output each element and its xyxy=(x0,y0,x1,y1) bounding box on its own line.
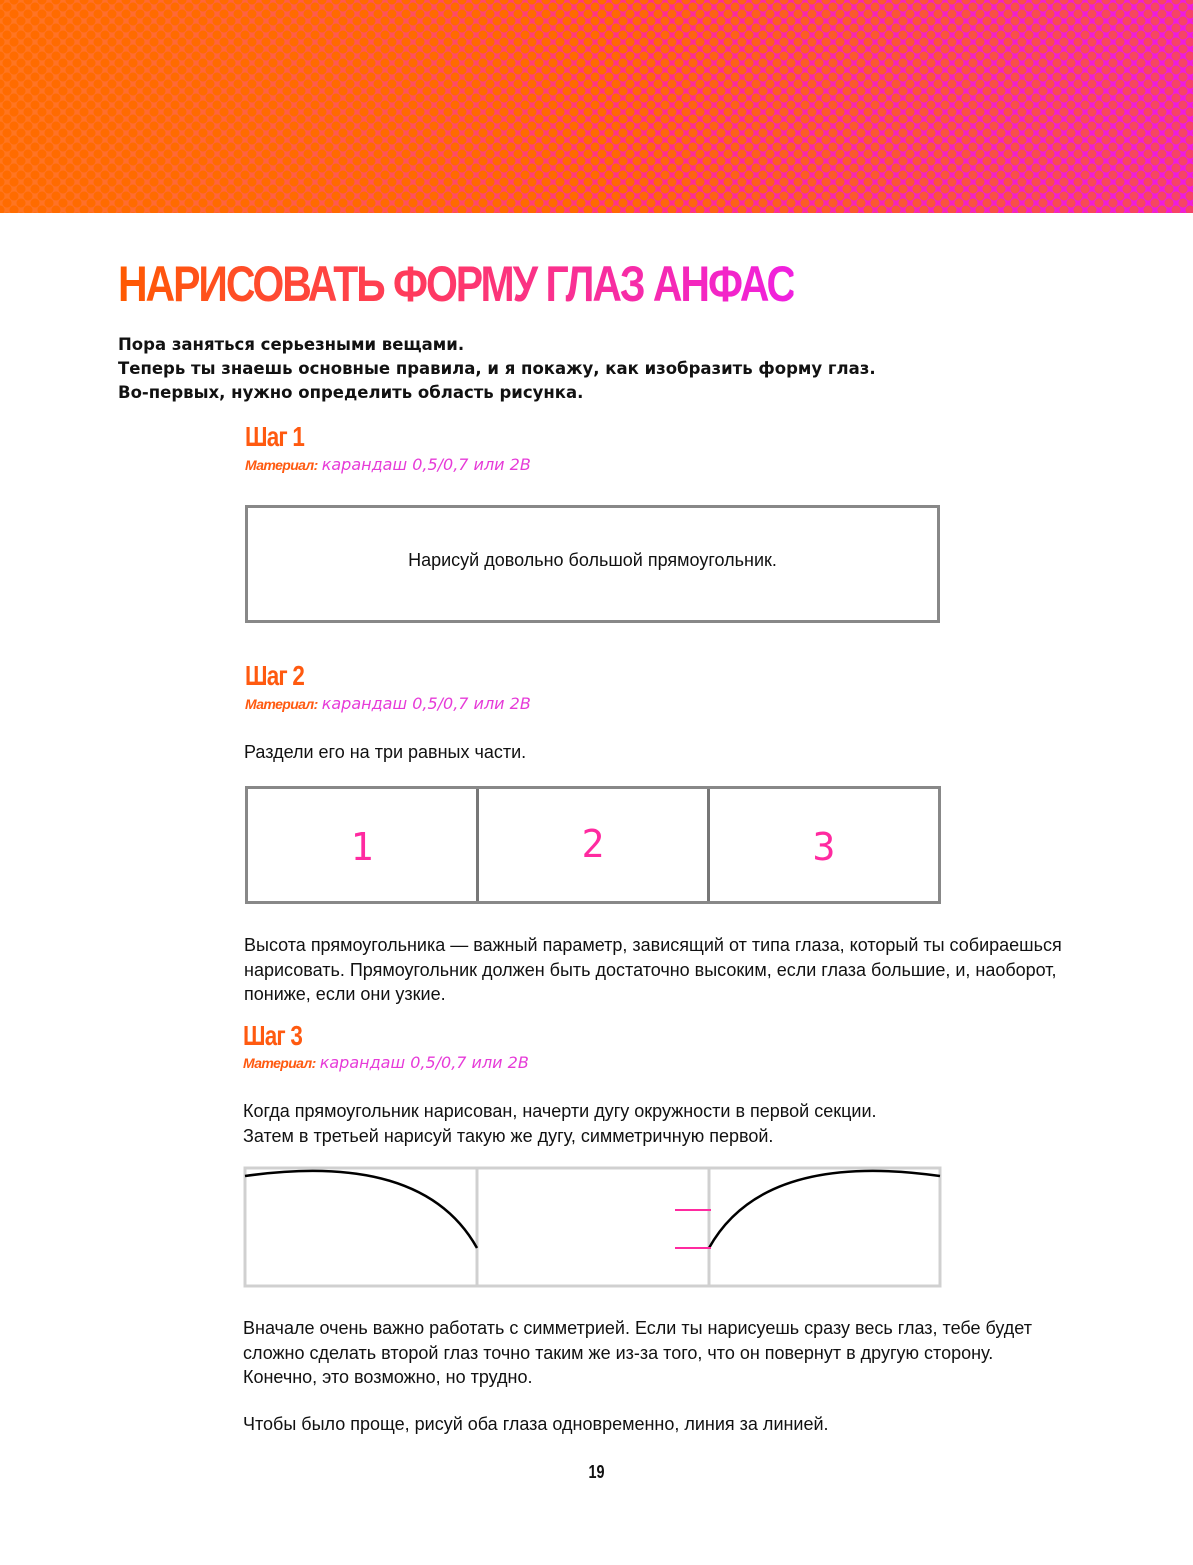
material-label: Материал: xyxy=(245,696,318,712)
material-value: карандаш 0,5/0,7 или 2B xyxy=(321,694,531,713)
arc-diagram xyxy=(243,1166,943,1290)
step-2-material xyxy=(245,694,531,713)
step-1-material xyxy=(245,455,531,474)
section-number: 3 xyxy=(812,825,836,869)
section-number: 2 xyxy=(581,822,605,866)
step-3-material xyxy=(243,1053,529,1072)
text-line: Высота прямоугольника — важный параметр, зависящий от типа глаза, который ты собираешься xyxy=(244,935,1062,955)
step-1-box-text: Нарисуй довольно большой прямоугольник. xyxy=(408,549,777,570)
text-line: пониже, если они узкие. xyxy=(244,984,446,1004)
material-value: карандаш 0,5/0,7 или 2B xyxy=(321,455,531,474)
step-3-instruction xyxy=(243,1099,877,1148)
step-2-explanation xyxy=(244,933,1062,1007)
step-1-rectangle xyxy=(245,505,940,623)
step-2-heading: Шаг 2 xyxy=(245,660,304,691)
material-label: Материал: xyxy=(243,1055,316,1071)
step-1-heading: Шаг 1 xyxy=(245,421,304,452)
page-title: НАРИСОВАТЬ ФОРМУ ГЛАЗ АНФАС xyxy=(118,256,795,312)
diagram-frame xyxy=(245,1168,940,1286)
text-line: нарисовать. Прямоугольник должен быть достаточно высоким, если глаза большие, и, наоборот, xyxy=(244,959,1057,980)
step-3-heading: Шаг 3 xyxy=(243,1020,302,1051)
page-number: 19 xyxy=(588,1462,605,1482)
step-3-explanation xyxy=(243,1316,1032,1390)
step-2-instruction: Раздели его на три равных части. xyxy=(244,742,527,762)
material-value: карандаш 0,5/0,7 или 2B xyxy=(319,1053,529,1072)
intro-line: Во-первых, нужно определить область рисунка. xyxy=(118,383,584,402)
text-line: Конечно, это возможно, но трудно. xyxy=(243,1367,533,1387)
left-arc xyxy=(245,1171,477,1248)
text-line: Вначале очень важно работать с симметрией. Если ты нарисуешь сразу весь глаз, тебе будет xyxy=(243,1318,1032,1338)
halftone-header-banner xyxy=(0,0,1193,213)
right-arc xyxy=(709,1171,940,1248)
step-2-divided-rectangle xyxy=(245,786,941,904)
material-label: Материал: xyxy=(245,457,318,473)
intro-line: Пора заняться серьезными вещами. xyxy=(118,335,465,354)
intro-paragraph xyxy=(118,333,876,405)
text-line: Когда прямоугольник нарисован, начерти дугу окружности в первой секции. xyxy=(243,1101,877,1121)
section-cell xyxy=(710,789,938,901)
intro-line: Теперь ты знаешь основные правила, и я покажу, как изобразить форму глаз. xyxy=(118,359,876,378)
section-cell xyxy=(479,789,710,901)
section-number: 1 xyxy=(350,825,374,869)
section-cell xyxy=(248,789,479,901)
step-3-closing: Чтобы было проще, рисуй оба глаза одновременно, линия за линией. xyxy=(243,1414,829,1434)
text-line: сложно сделать второй глаз точно таким же из-за того, что он повернут в другую сторону. xyxy=(243,1342,994,1363)
text-line: Затем в третьей нарисуй такую же дугу, симметричную первой. xyxy=(243,1125,774,1146)
